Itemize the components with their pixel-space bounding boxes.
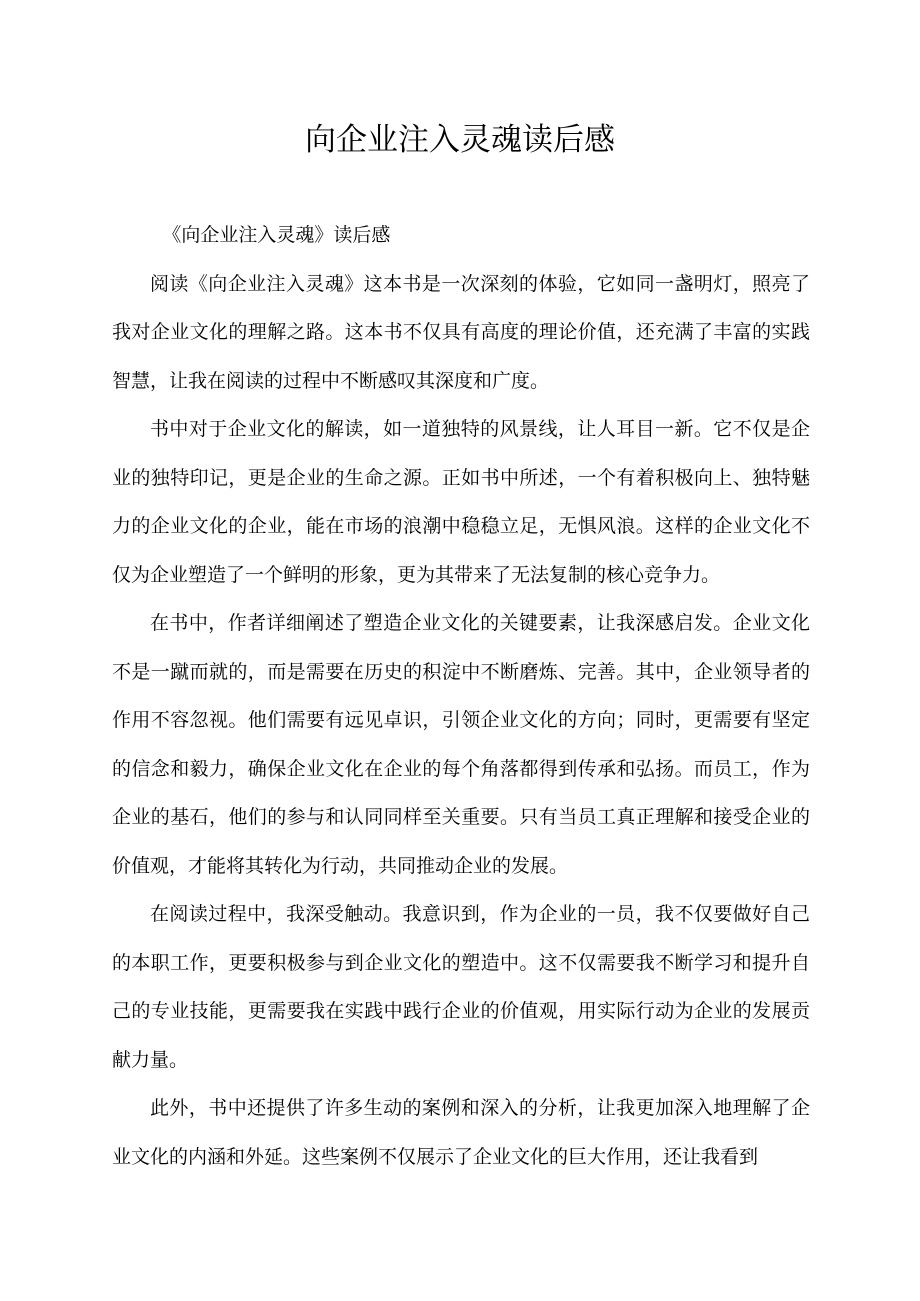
paragraph-3: 在书中，作者详细阐述了塑造企业文化的关键要素，让我深感启发。企业文化不是一蹴而就的，而是需要在历史的积淀中不断磨炼、完善。其中，企业领导者的作用不容忽视。他们需要有远见卓识，引领企业文化的方向；同时，更需要有坚定的信念和毅力，确保企业文化在企业的每个角落都得到传承和弘扬。而员工，作为企业的基石，他们的参与和认同同样至关重要。只有当员工真正理解和接受企业的价值观，才能将其转化为行动，共同推动企业的发展。 <box>112 612 810 877</box>
paragraph-1: 阅读《向企业注入灵魂》这本书是一次深刻的体验，它如同一盏明灯，照亮了我对企业文化的理解之路。这本书不仅具有高度的理论价值，还充满了丰富的实践智慧，让我在阅读的过程中不断感叹其深度和广度。 <box>112 272 810 392</box>
document-body <box>112 211 810 1181</box>
paragraph-2: 书中对于企业文化的解读，如一道独特的风景线，让人耳目一新。它不仅是企业的独特印记，更是企业的生命之源。正如书中所述，一个有着积极向上、独特魅力的企业文化的企业，能在市场的浪潮中稳稳立足，无惧风浪。这样的企业文化不仅为企业塑造了一个鲜明的形象，更为其带来了无法复制的核心竞争力。 <box>112 418 810 586</box>
document-title: 向企业注入灵魂读后感 <box>305 122 615 158</box>
paragraph-5: 此外，书中还提供了许多生动的案例和深入的分析，让我更加深入地理解了企业文化的内涵和外延。这些案例不仅展示了企业文化的巨大作用，还让我看到 <box>112 1097 810 1168</box>
paragraph-4: 在阅读过程中，我深受触动。我意识到，作为企业的一员，我不仅要做好自己的本职工作，更要积极参与到企业文化的塑造中。这不仅需要我不断学习和提升自己的专业技能，更需要我在实践中践行企业的价值观，用实际行动为企业的发展贡献力量。 <box>112 903 810 1071</box>
paragraph-subtitle: 《向企业注入灵魂》读后感 <box>162 224 391 246</box>
